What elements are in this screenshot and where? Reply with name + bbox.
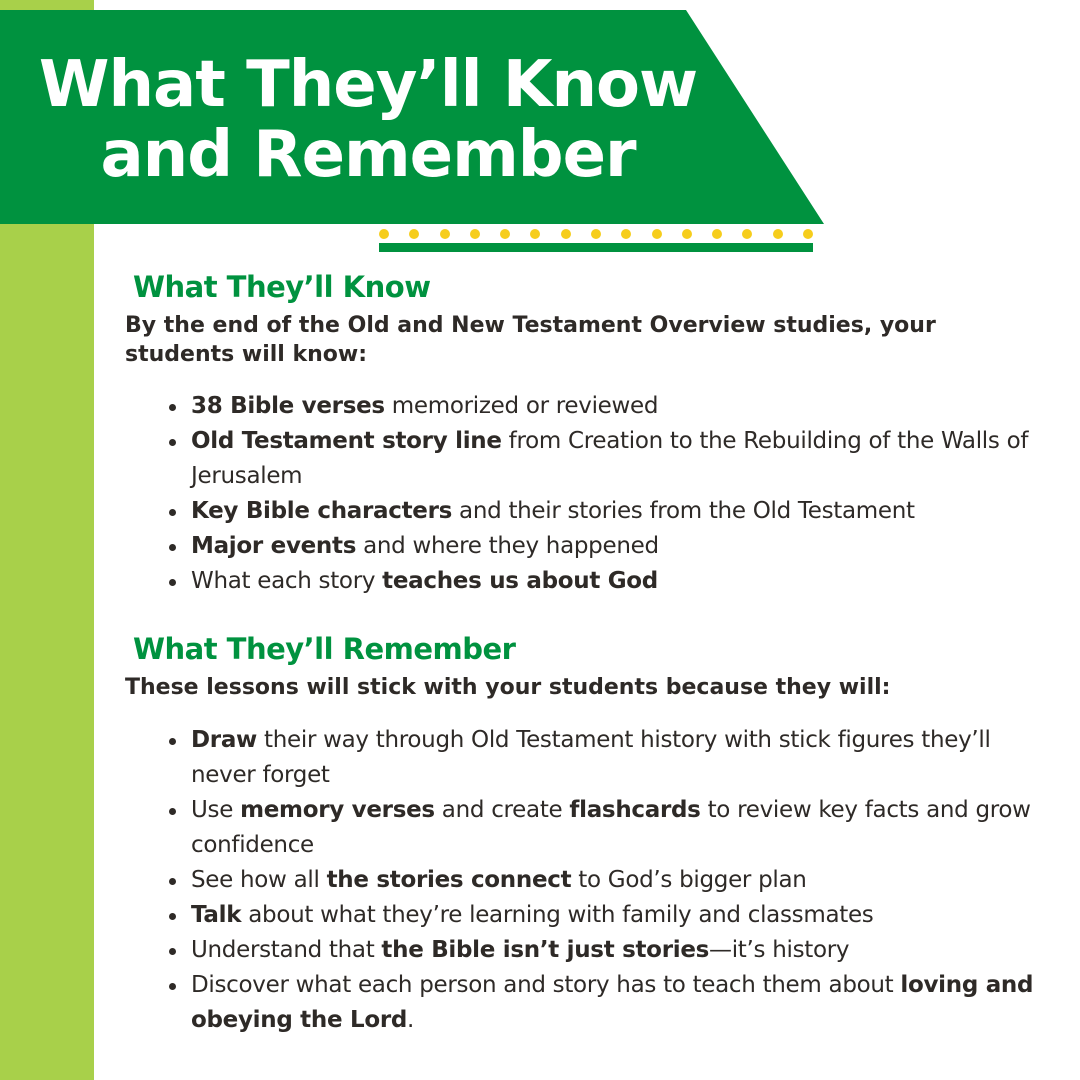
- decorative-dot: [803, 229, 813, 239]
- bold-text: memory verses: [240, 797, 435, 823]
- page-title: What They’ll Know and Remember: [38, 48, 698, 192]
- list-item: [168, 933, 1038, 968]
- decorative-dot: [652, 229, 662, 239]
- list-item-text: and their stories from the Old Testament: [452, 498, 915, 524]
- remember-heading: What They’ll Remember: [133, 632, 516, 666]
- know-heading: What They’ll Know: [133, 270, 431, 304]
- list-item-text: their way through Old Testament history with stick figures they’ll never forget: [191, 727, 991, 788]
- list-item: [168, 723, 1038, 793]
- bold-text: 38 Bible verses: [191, 393, 385, 419]
- list-item: [168, 793, 1038, 863]
- decorative-dot: [440, 229, 450, 239]
- know-list: [168, 389, 1038, 599]
- decorative-dot: [379, 229, 389, 239]
- list-item: [168, 898, 1038, 933]
- bold-text: the stories connect: [326, 867, 572, 893]
- list-item-text: memorized or reviewed: [384, 393, 659, 419]
- bold-text: the Bible isn’t just stories: [381, 937, 710, 963]
- bold-text: Key Bible characters: [191, 498, 453, 524]
- bold-text: Old Testament story line: [191, 428, 502, 454]
- decorative-dot: [773, 229, 783, 239]
- list-item-text: to review key facts and grow confidence: [191, 797, 1031, 858]
- bold-text: loving and obeying the Lord: [191, 972, 1034, 1033]
- bold-text: Talk: [191, 902, 242, 928]
- list-item-text: See how all: [191, 867, 327, 893]
- list-item-text: What each story: [191, 568, 383, 594]
- decorative-dot: [561, 229, 571, 239]
- list-item-text: from Creation to the Rebuilding of the Walls of Jerusalem: [191, 428, 1029, 489]
- decorative-underline: [379, 243, 813, 252]
- decorative-dot: [470, 229, 480, 239]
- decorative-dot-row: [379, 227, 813, 241]
- list-item: [168, 389, 1038, 424]
- decorative-dot: [591, 229, 601, 239]
- list-item-text: .: [407, 1007, 415, 1033]
- list-item-text: about what they’re learning with family and classmates: [241, 902, 874, 928]
- list-item-text: Understand that: [191, 937, 382, 963]
- list-item: [168, 424, 1038, 494]
- list-item-text: Use: [191, 797, 241, 823]
- list-item: [168, 494, 1038, 529]
- list-item: [168, 968, 1038, 1038]
- know-intro: By the end of the Old and New Testament Overview studies, your students will know:: [125, 313, 936, 367]
- bold-text: flashcards: [569, 797, 701, 823]
- bold-text: teaches us about God: [382, 568, 658, 594]
- list-item-text: and where they happened: [356, 533, 659, 559]
- decorative-dot: [530, 229, 540, 239]
- remember-list: [168, 723, 1038, 1038]
- decorative-dot: [682, 229, 692, 239]
- list-item-text: —it’s history: [709, 937, 850, 963]
- remember-intro: These lessons will stick with your students because they will:: [125, 675, 891, 700]
- list-item-text: to God’s bigger plan: [571, 867, 807, 893]
- decorative-dot: [712, 229, 722, 239]
- list-item-text: and create: [434, 797, 570, 823]
- decorative-dot: [500, 229, 510, 239]
- list-item-text: Discover what each person and story has to teach them about: [191, 972, 901, 998]
- decorative-dot: [742, 229, 752, 239]
- bold-text: Major events: [191, 533, 357, 559]
- bold-text: Draw: [191, 727, 258, 753]
- list-item: [168, 564, 1038, 599]
- list-item: [168, 529, 1038, 564]
- decorative-dot: [621, 229, 631, 239]
- decorative-dot: [409, 229, 419, 239]
- list-item: [168, 863, 1038, 898]
